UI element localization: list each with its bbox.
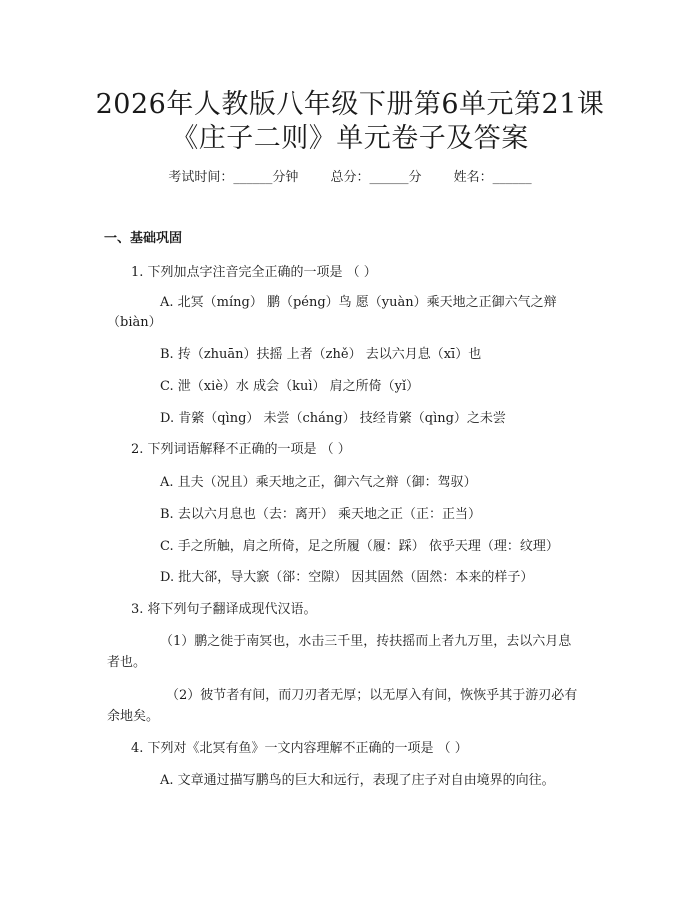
total-score-unit: 分 (408, 170, 422, 185)
question-1-option-a: A. 北冥（míng） 鹏（péng）鸟 愿（yuàn）乘天地之正御六气之辩 (160, 295, 557, 310)
question-1-option-d: D. 肯綮（qìng） 未尝（cháng） 技经肯綮（qìng）之未尝 (160, 411, 506, 426)
exam-time (168, 168, 298, 188)
question-4-stem: 4. 下列对《北冥有鱼》一文内容理解不正确的一项是 （ ） (131, 741, 468, 756)
question-3-sentence-2-continued: 余地矣。 (107, 709, 160, 724)
student-name-label: 姓名： (453, 170, 493, 185)
question-2-option-a: A. 且夫（况且）乘天地之正，御六气之辩（御：驾驭） (160, 475, 477, 490)
question-2-option-b: B. 去以六月息也（去：离开） 乘天地之正（正：正当） (160, 507, 481, 522)
exam-time-blank: ______ (233, 170, 273, 185)
page-title-line2: 《庄子二则》单元卷子及答案 (171, 123, 529, 154)
exam-time-unit: 分钟 (272, 170, 299, 185)
question-1-stem: 1. 下列加点字注音完全正确的一项是 （ ） (131, 265, 377, 280)
question-1-option-c: C. 泄（xiè）水 成会（kuì） 肩之所倚（yǐ） (160, 379, 420, 394)
question-3-sentence-1: （1）鹏之徙于南冥也，水击三千里，抟扶摇而上者九万里，去以六月息 (160, 634, 572, 649)
exam-meta (0, 168, 700, 188)
student-name-blank: ______ (492, 170, 532, 185)
section-heading: 一、基础巩固 (104, 231, 183, 246)
question-2-option-d: D. 批大郤，导大窾（郤：空隙） 因其固然（固然：本来的样子） (160, 570, 534, 585)
question-3-sentence-1-continued: 者也。 (107, 655, 147, 670)
total-score (330, 168, 421, 188)
total-score-blank: ______ (369, 170, 409, 185)
question-4-option-a: A. 文章通过描写鹏鸟的巨大和远行，表现了庄子对自由境界的向往。 (160, 773, 555, 788)
total-score-label: 总分： (330, 170, 370, 185)
page-title-line1: 2026年人教版八年级下册第6单元第21课 (95, 89, 605, 120)
question-2-stem: 2. 下列词语解释不正确的一项是 （ ） (131, 442, 351, 457)
question-3-sentence-2: （2）彼节者有间，而刀刃者无厚；以无厚入有间，恢恢乎其于游刃必有 (166, 688, 578, 703)
question-2-option-c: C. 手之所触，肩之所倚，足之所履（履：踩） 依乎天理（理：纹理） (160, 539, 559, 554)
question-3-stem: 3. 将下列句子翻译成现代汉语。 (131, 602, 317, 617)
question-1-option-b: B. 抟（zhuān）扶摇 上者（zhě） 去以六月息（xī）也 (160, 347, 482, 362)
student-name (454, 168, 532, 188)
exam-time-label: 考试时间： (168, 170, 234, 185)
question-1-option-a-continued: （biàn） (107, 315, 162, 330)
